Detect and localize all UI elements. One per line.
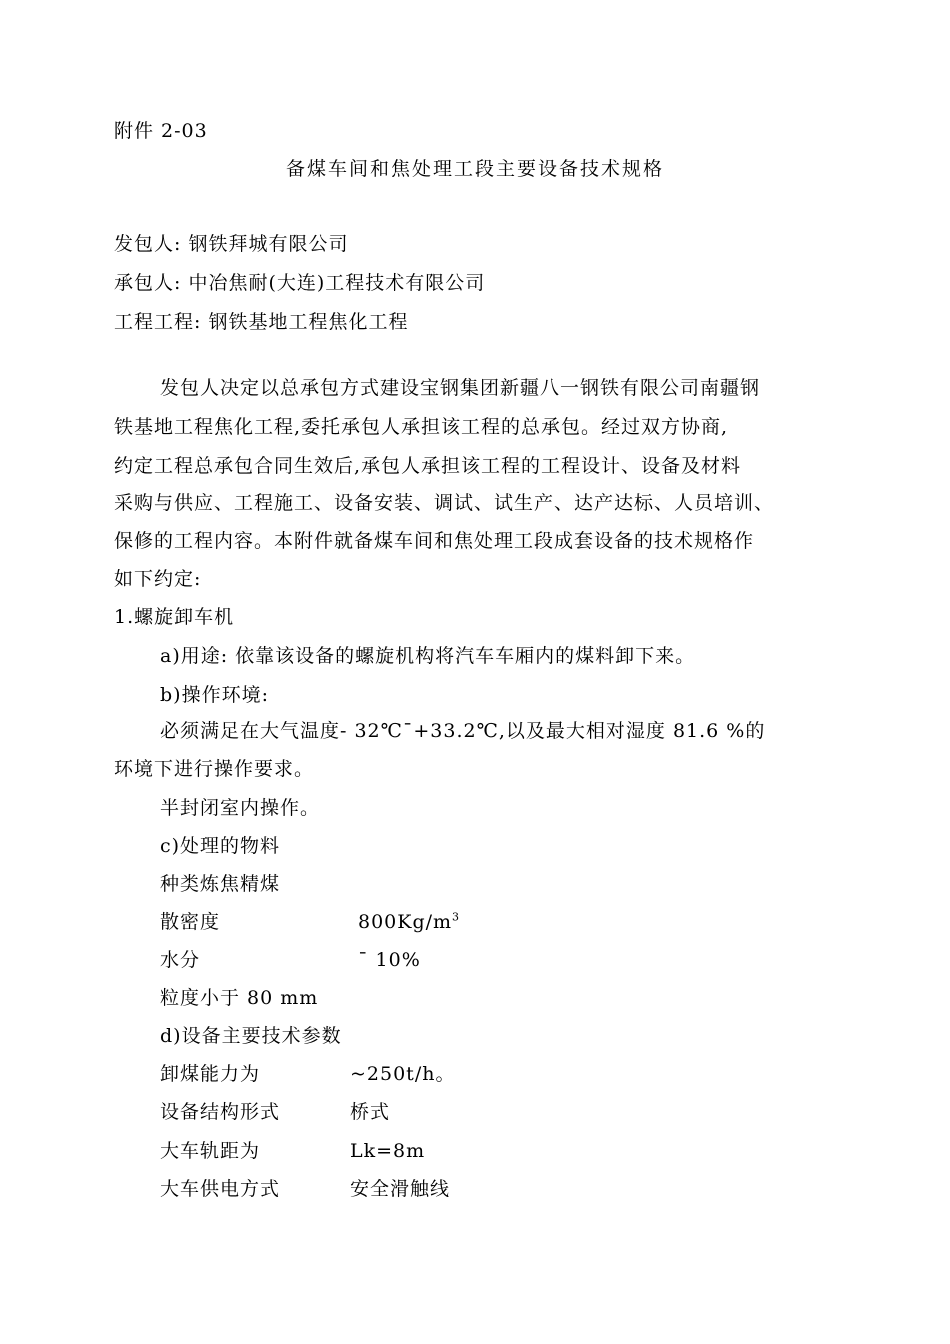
employer-line: 发包人: 钢铁拜城有限公司 [114, 233, 349, 255]
param-label: 设备结构形式 [160, 1101, 281, 1123]
bulk-density-number: 800Kg/m [358, 911, 453, 933]
project-line: 工程工程: 钢铁基地工程焦化工程 [114, 311, 409, 333]
intro-line: 约定工程总承包合同生效后,承包人承担该工程的工程设计、设备及材料 [114, 455, 742, 477]
param-label: 大车轨距为 [160, 1140, 261, 1162]
bulk-density-row [160, 909, 461, 935]
document-title: 备煤车间和焦处理工段主要设备技术规格 [285, 158, 664, 180]
material-type: 种类炼焦精煤 [160, 873, 281, 895]
bulk-density-value [358, 909, 460, 935]
env-line: 必须满足在大气温度- 32℃¯+33.2℃,以及最大相对湿度 81.6 %的 [160, 720, 766, 742]
param-row [160, 1061, 456, 1087]
env-line: 半封闭室内操作。 [160, 797, 321, 819]
param-row [160, 1099, 391, 1125]
param-label: 卸煤能力为 [160, 1063, 261, 1085]
env-heading: b)操作环境: [160, 684, 269, 706]
intro-line: 保修的工程内容。本附件就备煤车间和焦处理工段成套设备的技术规格作 [114, 530, 755, 552]
params-heading: d)设备主要技术参数 [160, 1025, 342, 1047]
material-heading: c)处理的物料 [160, 835, 281, 857]
intro-line: 如下约定: [114, 568, 202, 590]
attachment-number: 附件 2-03 [114, 120, 208, 142]
param-value: ~250t/h。 [350, 1063, 456, 1085]
param-value: 安全滑触线 [350, 1178, 451, 1200]
contractor-line: 承包人: 中冶焦耐(大连)工程技术有限公司 [114, 272, 486, 294]
moisture-value: ¯ 10% [358, 949, 421, 971]
moisture-label: 水分 [160, 949, 201, 971]
env-line: 环境下进行操作要求。 [114, 758, 315, 780]
bulk-density-exponent: 3 [452, 910, 461, 924]
moisture-row [160, 947, 421, 973]
section-heading: 1.螺旋卸车机 [114, 606, 235, 628]
purpose-line: a)用途: 依靠该设备的螺旋机构将汽车车厢内的煤料卸下来。 [160, 645, 696, 667]
bulk-density-label: 散密度 [160, 911, 221, 933]
param-value: Lk=8m [350, 1140, 426, 1162]
intro-line: 采购与供应、工程施工、设备安装、调试、试生产、达产达标、人员培训、 [114, 492, 775, 514]
param-label: 大车供电方式 [160, 1178, 281, 1200]
intro-line: 铁基地工程焦化工程,委托承包人承担该工程的总承包。经过双方协商, [114, 416, 729, 438]
intro-line: 发包人决定以总承包方式建设宝钢集团新疆八一钢铁有限公司南疆钢 [160, 377, 761, 399]
granularity-line: 粒度小于 80 mm [160, 987, 319, 1009]
param-value: 桥式 [350, 1101, 391, 1123]
param-row [160, 1176, 451, 1202]
param-row [160, 1138, 426, 1164]
